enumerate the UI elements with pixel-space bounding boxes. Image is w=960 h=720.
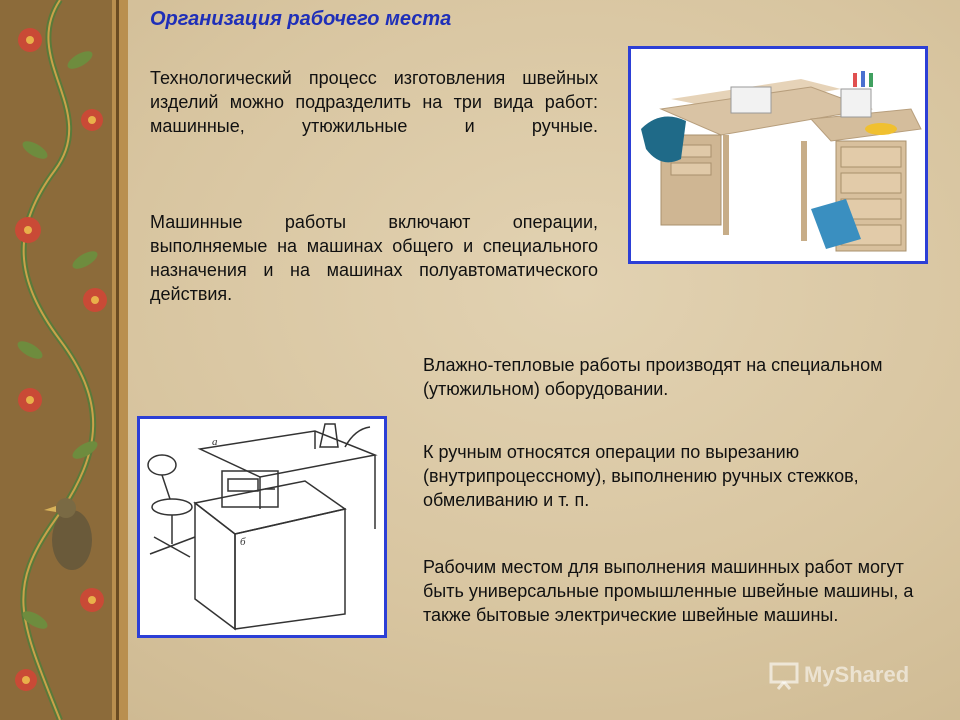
ornamental-border [0, 0, 128, 720]
sketch-label-a: а [212, 436, 218, 448]
slide-title: Организация рабочего места [150, 8, 452, 30]
paragraph-process: Технологический процесс изготовления швейных изделий можно подразделить на три вида работ: машинные, утюжильные и ручные. [150, 68, 598, 136]
paragraph-wet-heat-work: Влажно-тепловые работы производят на специальном (утюжильном) оборудовании. [423, 355, 883, 399]
paragraph-machine-work: Машинные работы включают операции, выполняемые на машинах общего и специального назначения и на машинах полуавтоматического действия. [150, 212, 598, 304]
sewing-cabinet-photo [628, 46, 928, 264]
watermark-text: MyShared [804, 662, 910, 687]
presentation-icon [768, 660, 800, 690]
workplace-sketch [137, 416, 387, 638]
paragraph-manual-work: К ручным относятся операции по вырезанию (внутрипроцессному), выполнению ручных стежков, обмеливанию и т. п. [423, 442, 859, 510]
paragraph-workplace: Рабочим местом для выполнения машинных работ могут быть универсальные промышленные швейные машины, а также бытовые электрические швейные машины. [423, 557, 914, 625]
sketch-label-b: б [240, 536, 246, 548]
watermark [768, 660, 928, 690]
